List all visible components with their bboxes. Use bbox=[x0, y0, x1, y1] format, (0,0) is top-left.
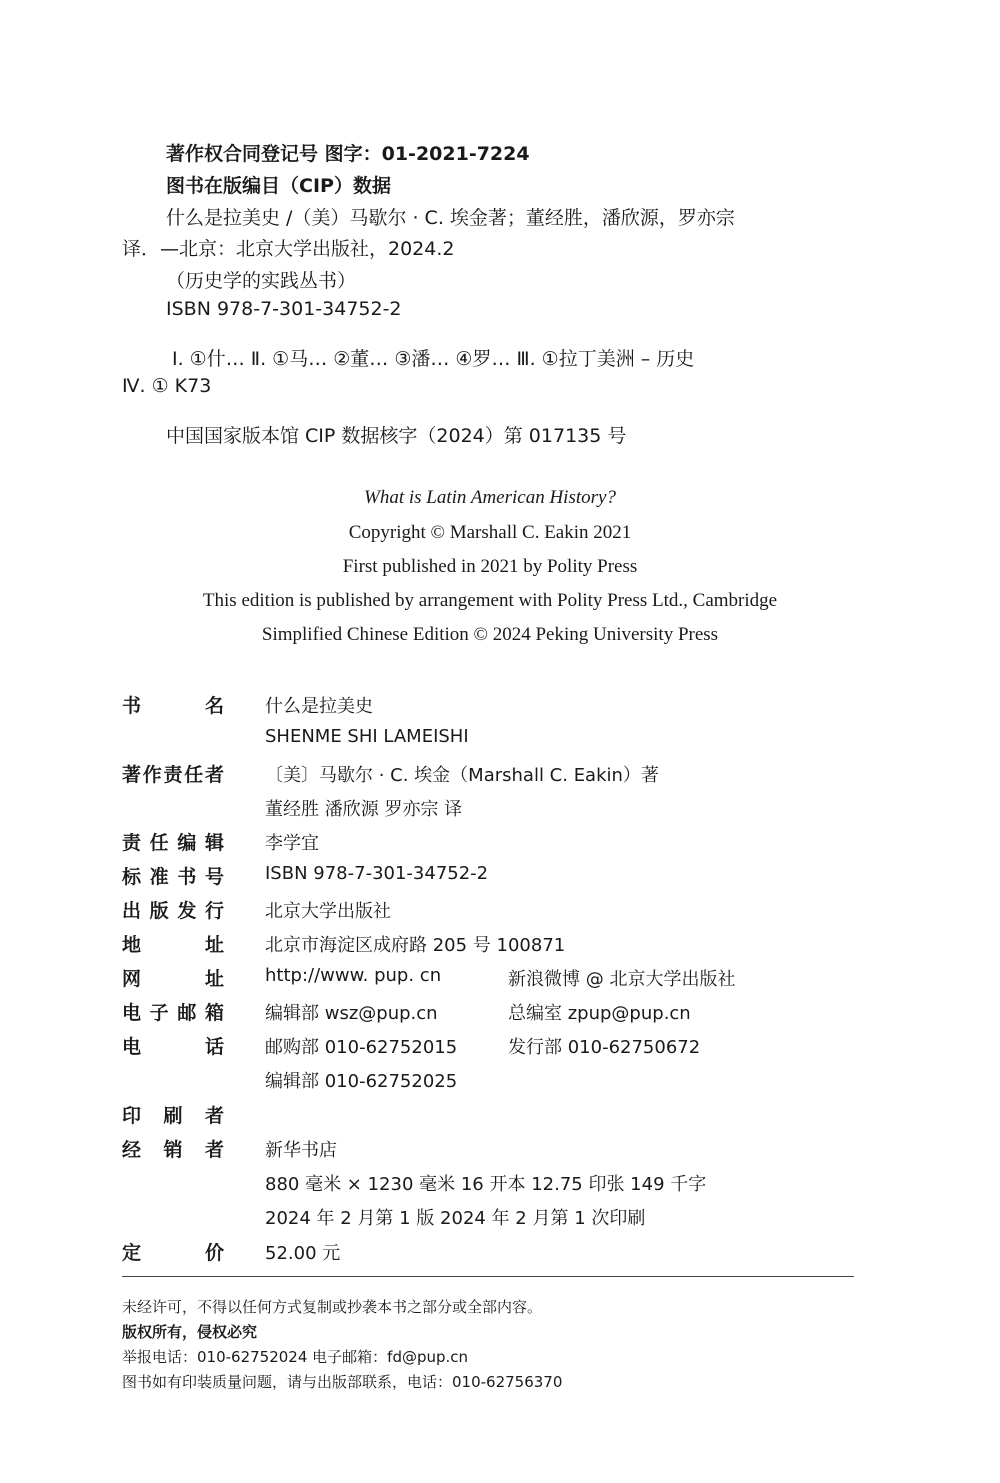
footer-rights: 版权所有，侵权必究 bbox=[122, 1323, 258, 1341]
address-label: 地址 bbox=[122, 934, 224, 956]
book-pinyin: SHENME SHI LAMEISHI bbox=[265, 726, 469, 747]
publisher-label: 出版发行 bbox=[122, 900, 224, 922]
english-simplified-edition: Simplified Chinese Edition © 2024 Peking University Press bbox=[261, 624, 719, 645]
editor: 李学宜 bbox=[265, 833, 319, 854]
email-label: 电子邮箱 bbox=[122, 1002, 224, 1024]
isbn-label: 标准书号 bbox=[122, 866, 224, 888]
cip-isbn: ISBN 978-7-301-34752-2 bbox=[166, 298, 402, 320]
email-chief-office: 总编室 zpup@pup.cn bbox=[508, 1003, 691, 1024]
phone-mail-order: 邮购部 010-62752015 bbox=[265, 1037, 458, 1058]
book-name: 什么是拉美史 bbox=[265, 696, 373, 717]
cip-line-1: 什么是拉美史 /（美）马歇尔 · C. 埃金著；董经胜，潘欣源，罗亦宗 bbox=[166, 207, 735, 229]
phone-distribution: 发行部 010-62750672 bbox=[508, 1037, 701, 1058]
edition-info: 2024 年 2 月第 1 版 2024 年 2 月第 1 次印刷 bbox=[265, 1208, 646, 1229]
english-title: What is Latin American History? bbox=[364, 487, 616, 508]
website: http://www. pup. cn bbox=[265, 965, 442, 986]
publisher: 北京大学出版社 bbox=[265, 901, 391, 922]
copyright-registration: 著作权合同登记号 图字：01-2021-7224 bbox=[166, 143, 530, 165]
cip-series: （历史学的实践丛书） bbox=[166, 270, 357, 292]
cip-heading: 图书在版编目（CIP）数据 bbox=[166, 175, 391, 197]
author: 〔美〕马歇尔 · C. 埃金（Marshall C. Eakin）著 bbox=[265, 765, 659, 786]
address: 北京市海淀区成府路 205 号 100871 bbox=[265, 935, 566, 956]
price-label: 定价 bbox=[122, 1242, 224, 1264]
english-first-published: First published in 2021 by Polity Press bbox=[342, 556, 638, 577]
editor-label: 责任编辑 bbox=[122, 832, 224, 854]
email-editorial: 编辑部 wsz@pup.cn bbox=[265, 1003, 438, 1024]
phone-editorial: 编辑部 010-62752025 bbox=[265, 1071, 458, 1092]
isbn: ISBN 978-7-301-34752-2 bbox=[265, 863, 489, 884]
translators: 董经胜 潘欣源 罗亦宗 译 bbox=[265, 799, 463, 820]
cip-class-line: Ⅳ. ① K73 bbox=[122, 375, 212, 397]
book-name-label: 书名 bbox=[122, 695, 224, 717]
phone-label: 电话 bbox=[122, 1036, 224, 1058]
author-label: 著作责任者 bbox=[122, 764, 224, 786]
english-edition-note: This edition is published by arrangement with Polity Press Ltd., Cambridge bbox=[202, 590, 778, 611]
cip-index-line: Ⅰ. ①什… Ⅱ. ①马… ②董… ③潘… ④罗… Ⅲ. ①拉丁美洲 – 历史 bbox=[172, 348, 695, 370]
cip-verification: 中国国家版本馆 CIP 数据核字（2024）第 017135 号 bbox=[166, 425, 627, 447]
website-label: 网址 bbox=[122, 968, 224, 990]
footer-notice: 未经许可，不得以任何方式复制或抄袭本书之部分或全部内容。 bbox=[122, 1298, 543, 1316]
format-specs: 880 毫米 × 1230 毫米 16 开本 12.75 印张 149 千字 bbox=[265, 1174, 707, 1195]
printer-label: 印刷者 bbox=[122, 1105, 224, 1127]
footer-divider bbox=[122, 1276, 854, 1277]
price: 52.00 元 bbox=[265, 1243, 341, 1264]
seller-label: 经销者 bbox=[122, 1139, 224, 1161]
english-copyright: Copyright © Marshall C. Eakin 2021 bbox=[348, 522, 632, 543]
seller: 新华书店 bbox=[265, 1140, 337, 1161]
footer-quality: 图书如有印装质量问题，请与出版部联系，电话：010-62756370 bbox=[122, 1373, 563, 1391]
footer-report: 举报电话：010-62752024 电子邮箱：fd@pup.cn bbox=[122, 1348, 469, 1366]
weibo: 新浪微博 @ 北京大学出版社 bbox=[508, 969, 736, 990]
cip-line-2: 译．—北京：北京大学出版社，2024.2 bbox=[122, 238, 455, 260]
